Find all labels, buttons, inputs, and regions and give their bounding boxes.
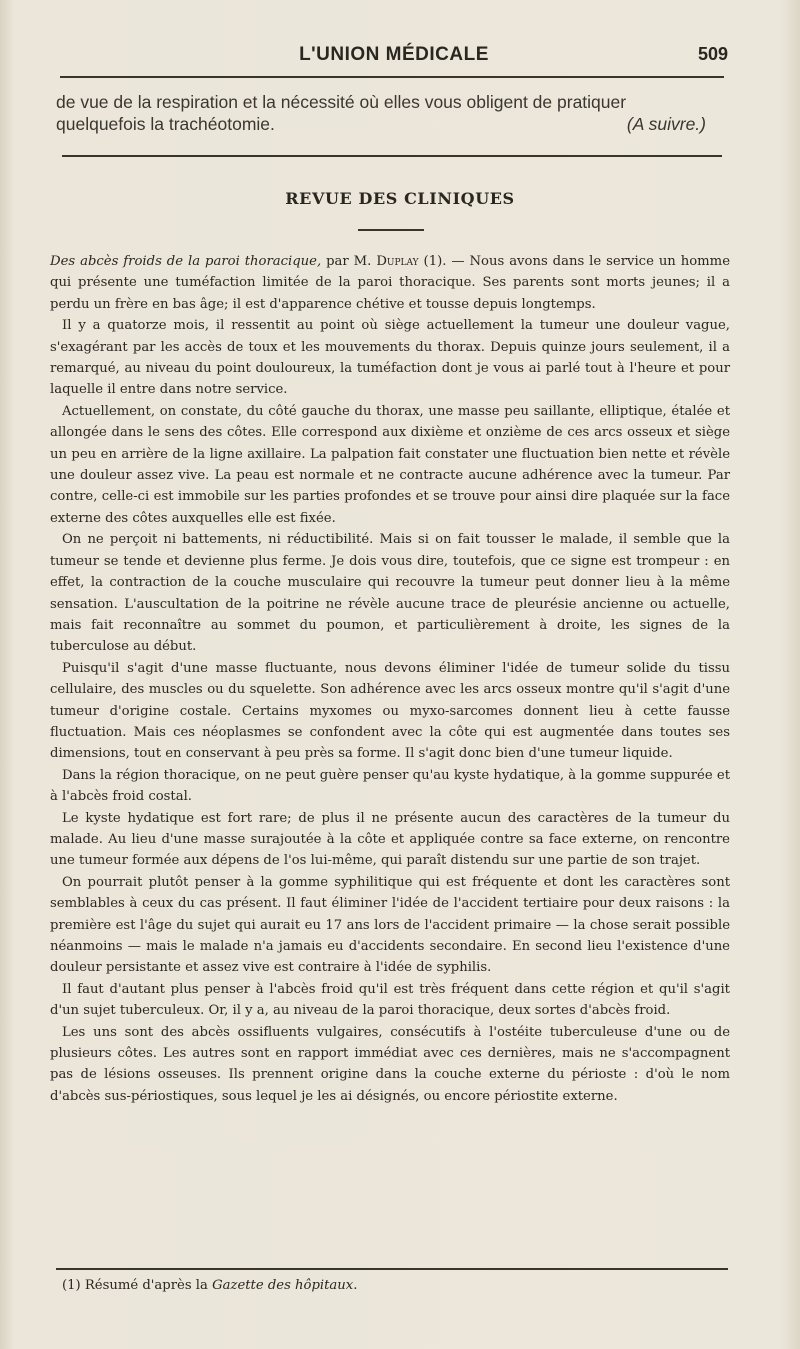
body-paragraph: On ne perçoit ni battements, ni réductibilité. Mais si on fait tousser le malade, il semble que la tumeur se tende et devienne plus ferme. Je dois vous dire, toutefois, que ce signe est trompeur : en effet, la contraction de la couche musculaire qui recouvre la tumeur peut donner lieu à la même sensation. L'auscultation de la poitrine ne révèle aucune trace de pleurésie ancienne ou actuelle, mais fait reconnaître au sommet du poumon, et particulièrement à droite, les signes de la tuberculose au début. bbox=[50, 532, 730, 655]
body-paragraph: Actuellement, on constate, du côté gauche du thorax, une masse peu saillante, elliptique, étalée et allongée dans le sens des côtes. Elle correspond aux dixième et onzième de ces arcs osseux et siège un peu en arrière de la ligne axillaire. La palpation fait constater une fluctuation bien nette et révèle une douleur assez vive. La peau est normale et ne contracte aucune adhérence avec la tumeur. Par contre, celle-ci est immobile sur les parties profondes et se trouve pour ainsi dire plaquée sur la face externe des côtes auxquelles elle est fixée. bbox=[50, 403, 730, 526]
article-body bbox=[50, 251, 730, 1107]
section-title: REVUE DES CLINIQUES bbox=[285, 189, 515, 208]
footnote-rule bbox=[56, 1268, 728, 1270]
body-paragraph: On pourrait plutôt penser à la gomme syphilitique qui est fréquente et dont les caractères sont semblables à ceux du cas présent. Il faut éliminer l'idée de l'accident tertiaire pour deux raisons : la première est l'âge du sujet qui aurait eu 17 ans lors de l'accident primaire — la chose serait possible néanmoins — mais le malade n'a jamais eu d'accidents secondaire. En second lieu l'existence d'une douleur persistante et assez vive est contraire à l'idée de syphilis. bbox=[50, 874, 730, 976]
header-rule bbox=[60, 76, 724, 78]
article-opening-text: — Nous avons dans le service un homme qui présente une tuméfaction limitée de la paroi thoracique. Ses parents sont morts jeunes; il a perdu un frère en bas âge; il est d'apparence chétive et tousse depuis longtemps. bbox=[50, 254, 730, 312]
body-paragraph: Les uns sont des abcès ossifluents vulgaires, consécutifs à l'ostéite tuberculeuse d'une ou de plusieurs côtes. Les autres sont en rapport immédiat avec ces dernières, mais ne s'accompagnent pas de lésions osseuses. Ils prennent origine dans la couche externe du périoste : d'où le nom d'abcès sus-périostiques, sous lequel je les ai désignés, ou encore périostite externe. bbox=[50, 1024, 730, 1104]
footnote-reference: (1). bbox=[418, 254, 452, 269]
page-number: 509 bbox=[697, 44, 728, 64]
footnote-journal: Gazette des hôpitaux bbox=[212, 1278, 354, 1293]
article-author: Duplay bbox=[376, 254, 419, 269]
to-be-continued-note: (A suivre.) bbox=[626, 114, 706, 134]
previous-article-ending bbox=[56, 91, 728, 135]
body-paragraph: Puisqu'il s'agit d'une masse fluctuante, nous devons éliminer l'idée de tumeur solide du tissu cellulaire, des muscles ou du squelette. Son adhérence avec les arcs osseux montre qu'il s'agit d'une tumeur d'origine costale. Certains myxomes ou myxo-sarcomes donnent lieu à cette fausse fluctuation. Mais ces néoplasmes se confondent avec la côte qui est augmentée dans toutes ses dimensions, tout en conservant à peu près sa forme. Il s'agit donc bien d'une tumeur liquide. bbox=[50, 660, 730, 762]
body-paragraph: Il faut d'autant plus penser à l'abcès froid qu'il est très fréquent dans cette région et qu'il s'agit d'un sujet tuberculeux. Or, il y a, au niveau de la paroi thoracique, deux sortes d'abcès froid. bbox=[50, 981, 730, 1019]
article-byline: par M. bbox=[321, 254, 377, 269]
article-intro-paragraph bbox=[50, 251, 730, 315]
body-paragraph: Le kyste hydatique est fort rare; de plus il ne présente aucun des caractères de la tumeur du malade. Au lieu d'une masse surajoutée à la côte et appliquée contre sa face externe, on rencontre une tumeur formée aux dépens de l'os lui-même, qui paraît distendu sur une partie de son trajet. bbox=[50, 810, 730, 869]
section-title-rule bbox=[358, 229, 424, 231]
continuation-line-1: de vue de la respiration et la nécessité où elles vous obligent de pratiquer bbox=[56, 92, 627, 112]
footnote-marker: (1) Résumé d'après la bbox=[62, 1278, 213, 1293]
page-header bbox=[60, 38, 728, 74]
body-paragraph: Dans la région thoracique, on ne peut guère penser qu'au kyste hydatique, à la gomme suppurée et à l'abcès froid costal. bbox=[50, 767, 730, 805]
footnote bbox=[62, 1276, 722, 1296]
continuation-line-2: quelquefois la trachéotomie. bbox=[56, 114, 275, 134]
article-separator-rule bbox=[62, 155, 722, 157]
footnote-end: . bbox=[353, 1278, 358, 1293]
article-title: Des abcès froids de la paroi thoracique, bbox=[50, 254, 322, 269]
body-paragraph: Il y a quatorze mois, il ressentit au point où siège actuellement la tumeur une douleur vague, s'exagérant par les accès de toux et les mouvements du thorax. Depuis quinze jours seulement, il a remarqué, au niveau du point douloureux, la tuméfaction dont je vous ai parlé tout à l'heure et pour laquelle il entre dans notre service. bbox=[50, 318, 730, 398]
running-title: L'UNION MÉDICALE bbox=[299, 44, 489, 65]
